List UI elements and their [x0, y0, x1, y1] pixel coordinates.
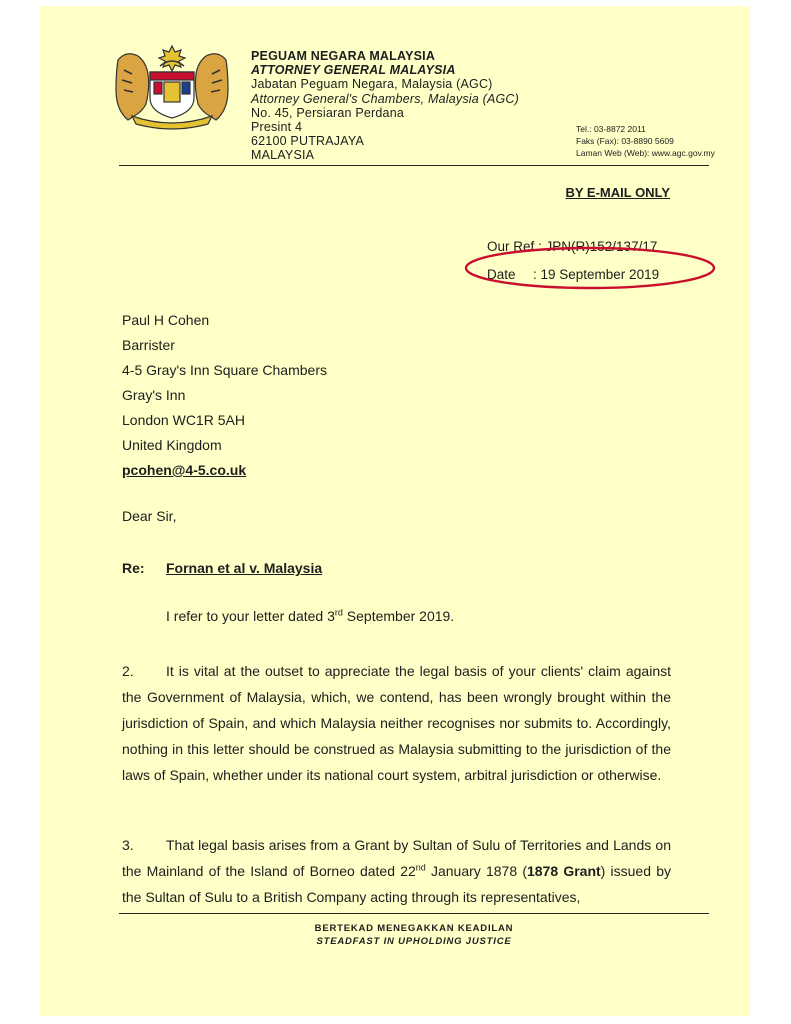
salutation: Dear Sir, — [122, 508, 177, 524]
motto-english: STEADFAST IN UPHOLDING JUSTICE — [316, 936, 512, 947]
paragraph-2 — [122, 658, 671, 788]
date-label: Date — [487, 267, 516, 282]
header-divider — [119, 165, 709, 166]
fax-number: Faks (Fax): 03-8890 5609 — [576, 136, 674, 146]
recipient-line: United Kingdom — [122, 437, 222, 453]
paragraph-2-text: It is vital at the outset to appreciate the legal basis of your clients' claim against the Government of Malaysia, which, we contend, has been wrongly brought within the jurisdiction of Spain, and which Malaysia neither recognises nor submits to. Accordingly, nothing in this letter should be construed as Malaysia submitting to the jurisdiction of the laws of Spain, whether under its national court system, arbitral jurisdiction or otherwise. — [122, 663, 671, 783]
footer-divider — [119, 913, 709, 914]
address-line: No. 45, Persiaran Perdana — [251, 105, 405, 120]
paragraph-3 — [122, 832, 671, 910]
paragraph-3-text-mid: January 1878 ( — [425, 863, 527, 879]
recipient-line: London WC1R 5AH — [122, 412, 245, 428]
website: Laman Web (Web): www.agc.gov.my — [576, 148, 715, 158]
recipient-line: 4-5 Gray's Inn Square Chambers — [122, 362, 327, 378]
address-line: Presint 4 — [251, 120, 303, 135]
paragraph-1-text-end: September 2019. — [342, 608, 455, 624]
date-highlight-ellipse — [463, 245, 717, 291]
recipient-line: Paul H Cohen — [122, 312, 210, 328]
paragraph-number: 3. — [122, 837, 134, 853]
paragraph-1 — [166, 608, 454, 624]
subject-title: Fornan et al v. Malaysia — [166, 560, 323, 576]
paragraph-number: 2. — [122, 663, 134, 679]
agency-name-malay: PEGUAM NEGARA MALAYSIA — [251, 49, 436, 63]
agency-name-english: ATTORNEY GENERAL MALAYSIA — [251, 63, 456, 78]
subject-line — [122, 560, 323, 576]
malaysia-coat-of-arms-icon — [102, 42, 242, 132]
subject-label: Re: — [122, 560, 145, 576]
defined-term: 1878 Grant — [526, 863, 601, 879]
motto-malay: BERTEKAD MENEGAKKAN KEADILAN — [314, 923, 514, 934]
department-malay: Jabatan Peguam Negara, Malaysia (AGC) — [251, 77, 493, 92]
recipient-address — [122, 308, 327, 483]
paragraph-3-text-end: ) issued by the Sultan of Sulu to a British Company acting through its representatives, — [122, 863, 671, 905]
ref-value: JPN(R)152/137/17 — [545, 239, 658, 254]
agency-header — [251, 49, 519, 163]
ordinal-suffix: rd — [334, 607, 343, 618]
recipient-line: Gray's Inn — [122, 387, 186, 403]
delivery-notice: BY E-MAIL ONLY — [565, 185, 670, 200]
phone-number: Tel.: 03-8872 2011 — [576, 124, 646, 134]
date-value: : 19 September 2019 — [533, 267, 660, 282]
contact-block — [576, 123, 715, 159]
address-line: 62100 PUTRAJAYA — [251, 134, 365, 149]
ref-label: Our Ref.: — [487, 239, 542, 254]
ordinal-suffix: nd — [415, 862, 426, 873]
address-line: MALAYSIA — [251, 148, 315, 163]
paragraph-3-text: That legal basis arises from a Grant by Sultan of Sulu of Territories and Lands on the Mainland of the Island of Borneo dated 22 — [122, 837, 671, 879]
recipient-line: Barrister — [122, 337, 175, 353]
recipient-email-link[interactable]: pcohen@4-5.co.uk — [122, 462, 247, 478]
department-english: Attorney General's Chambers, Malaysia (AGC) — [251, 91, 520, 106]
paragraph-1-text: I refer to your letter dated 3 — [166, 608, 335, 624]
footer-motto — [119, 922, 709, 948]
